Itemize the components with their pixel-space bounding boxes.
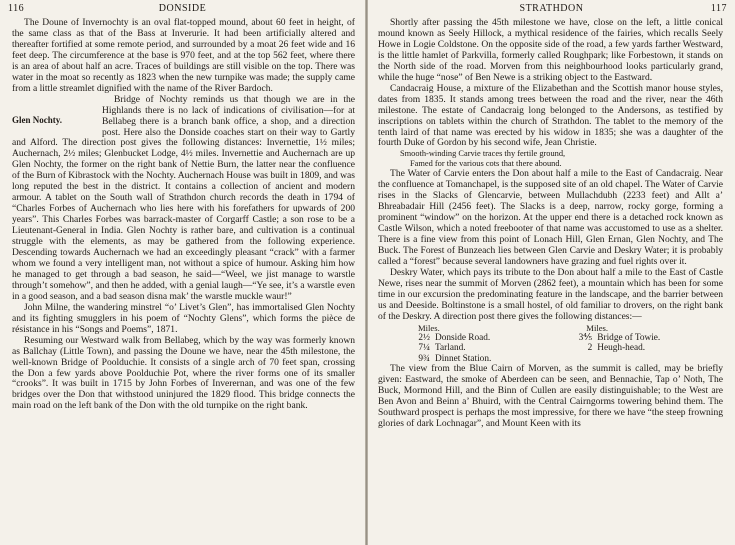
table-header: Miles.	[418, 322, 440, 333]
table-cell: 9¾	[418, 353, 430, 364]
table-cell: 2	[587, 343, 593, 354]
table-row	[378, 333, 723, 343]
paragraph: Shortly after passing the 45th milestone we have, close on the left, a little conical mound known as Seely Hillock, a mythical residence of the fairies, which recalls Seely Howe in Logie Coldstone. On the opposite side of the road, a few yards farther Westward, is the little hamlet of Parkvilla, formerly called Roughpark; like Forbestown, it stands on the North side of the road. Morven from this neighbourhood looks particularly grand, while the huge “nose” of Ben Newe is a striking object to the Eastward.	[378, 18, 723, 83]
left-running-head	[8, 3, 357, 15]
table-row	[378, 343, 723, 353]
running-title: STRATHDON	[519, 3, 584, 14]
table-header-row	[378, 323, 723, 333]
table-cell: 3⅘	[578, 333, 593, 344]
paragraph: The Doune of Invernochty is an oval flat-topped mound, about 60 feet in height, of the same class as that of the Bass at Inverurie. It had been artificially altered and thereafter fortified at some remote period, and surrounded by a moat 26 feet wide and 16 feet deep. The circumference at the base is 970 feet, and at the top 562 feet, where there is an area of about half an acre. Traces of buildings are still visible on the top. There was water in the moat so recently as 1823 when the new turnpike was made; the supply came from a little streamlet dignified with the name of the River Bardoch.	[12, 18, 355, 94]
table-cell: 2½	[418, 333, 430, 344]
page-number: 117	[710, 3, 727, 14]
right-body-text	[378, 18, 723, 543]
paragraph: Deskry Water, which pays its tribute to the Don about half a mile to the East of Castle Newe, rises near the summit of Morven (2862 feet), a mountain which has been for some time in our excursion the predominating feature in the landscape, and the barrier between us and Deeside. Boltinstone is a small hostel, of old familiar to drovers, on the right bank of the Deskry. A direction post there gives the following distances:—	[378, 267, 723, 322]
table-cell: Donside Road.	[435, 333, 491, 344]
table-cell: Tarland.	[435, 343, 466, 354]
page-number: 116	[8, 3, 25, 14]
paragraph: Candacraig House, a mixture of the Elizabethan and the Scottish manor house styles, dates from 1835. It stands among trees between the road and the river, near the 46th milestone. The estate of Candacraig long belonged to the Andersons, as testified by inscriptions on tablets within the church of Strathdon. The tablet to the memory of the tenth laird of that name was erected by his widow in 1835; she was a daughter of the fourth Duke of Gordon by his second wife, Jean Christie.	[378, 82, 723, 149]
paragraph: The view from the Blue Cairn of Morven, as the summit is called, may be briefly given: Eastward, the smoke of Aberdeen can be seen, and Bennachie, Tap o’ Noth, The Buck, Mormond Hill, and the Binn of Cullen are easily distinguishable; to the West are Ben Avon and Beinn a’ Bhuird, with the Central Cairngorms towering behind them. The Southward prospect is perhaps the most impressive, for there we have “the steep frowning glories of dark Lochnagar”, and Mount Keen with its	[378, 362, 723, 429]
table-cell: Bridge of Towie.	[597, 333, 661, 344]
table-header: Miles.	[586, 322, 609, 333]
right-page	[368, 0, 735, 545]
distance-table	[378, 323, 723, 364]
table-cell: 7¼	[418, 343, 430, 354]
left-body-text	[12, 18, 355, 543]
table-cell: Dinnet Station.	[435, 353, 492, 364]
paragraph: The Water of Carvie enters the Don about half a mile to the East of Candacraig. Near the confluence at Tomanchapel, is the supposed site of an old chapel. The Water of Carvie rises in the Slacks of Glencarvie, between Mullachdubh (2233 feet) and Allt a’ Bhreabadair Hill (2456 feet). The Slacks is a deep, narrow, rocky gorge, forming a prominent “window” on the horizon. At the upper end there is a detached rock known as Castle Wilson, which a noted freebooter of that name was accustomed to use as a shelter. There is a fine view from this point of Lonach Hill, Glen Ernan, Glen Nochty, and The Buck. The Forest of Bunzeach lies between Glen Carvie and Deskry Water; it is probably called a “forest” because several landowners have grazing and fuel rights over it.	[378, 168, 723, 268]
right-running-head	[376, 3, 727, 15]
paragraph: Bridge of Nochty reminds us that though we are in the Highlands there is no lack of indications of civilisation—for at Bellabeg there is a branch bank office, a shop, and a direction post. Here also the Donside coaches start on their way to Gartly and Alford. The direction post gives the following distances: Invernettie, 1½ miles; Auchernach, 2½ miles; Glenbucket Lodge, 4½ miles. Invernettie and Auchernach are up Glen Nochty, the former on the right bank of Nettie Burn, the latter near the confluence of the Burn of Kibrastock with the Nochty. Auchernach House was built in 1809, and was long reputed the best in the district. It contains a collection of ancient and modern armour. A tablet on the South wall of Strathdon church records the death in 1794 of “Charles Forbes of Auchernach who lies here with his forefathers for upwards of 200 years”. This Charles Forbes was barrack-master of Corgarff Castle; a son rose to be a Lieutenant-General in India. Glen Nochty is rather bare, and cultivation is a continual struggle with the elements, as may be gathered from the following experience. Descending towards Auchernach we had an exceedingly pleasant “crack” with a farmer whom we found a very intelligent man, not without a spice of humour. Asking him how he managed to get through a bad season, he said—“Weel, we jist manage to warstle through’t somehow”, and then he added, with a genial laugh—“Ye see, it’s a warstle even in a good season, and a bad season disna mak’ the warstle muckle waur!”	[12, 93, 355, 302]
verse-line: Famed for the various cots that there abound.	[410, 159, 562, 169]
sidenote: Glen Nochty.	[12, 114, 63, 125]
paragraph: John Milne, the wandering minstrel “o’ Livet’s Glen”, has immortalised Glen Nochty and its fighting smugglers in his poem of “Nochty Glens”, which forms the pièce de résistance in his “Songs and Poems”, 1871.	[12, 301, 355, 335]
verse-line: Smooth-winding Carvie traces thy fertile ground,	[400, 149, 566, 159]
table-cell: Heugh-head.	[597, 343, 646, 354]
paragraph: Resuming our Westward walk from Bellabeg, which by the way was formerly known as Ballchay (Little Town), and passing the Doune we have, near the 45th milestone, the well-known Bridge of Poolduchie. It consists of a single arch of 70 feet span, crossing the Don a few yards above Poolduchie Pot, where the river forms one of its smaller “crooks”. It was built in 1715 by John Forbes of Inverernan, and was one of the few bridges over the Don that withstood uninjured the 1829 flood. This bridge connects the main road on the left bank of the Don with the old turnpike on the right bank.	[12, 334, 355, 412]
running-title: DONSIDE	[158, 3, 207, 14]
left-page	[0, 0, 365, 545]
